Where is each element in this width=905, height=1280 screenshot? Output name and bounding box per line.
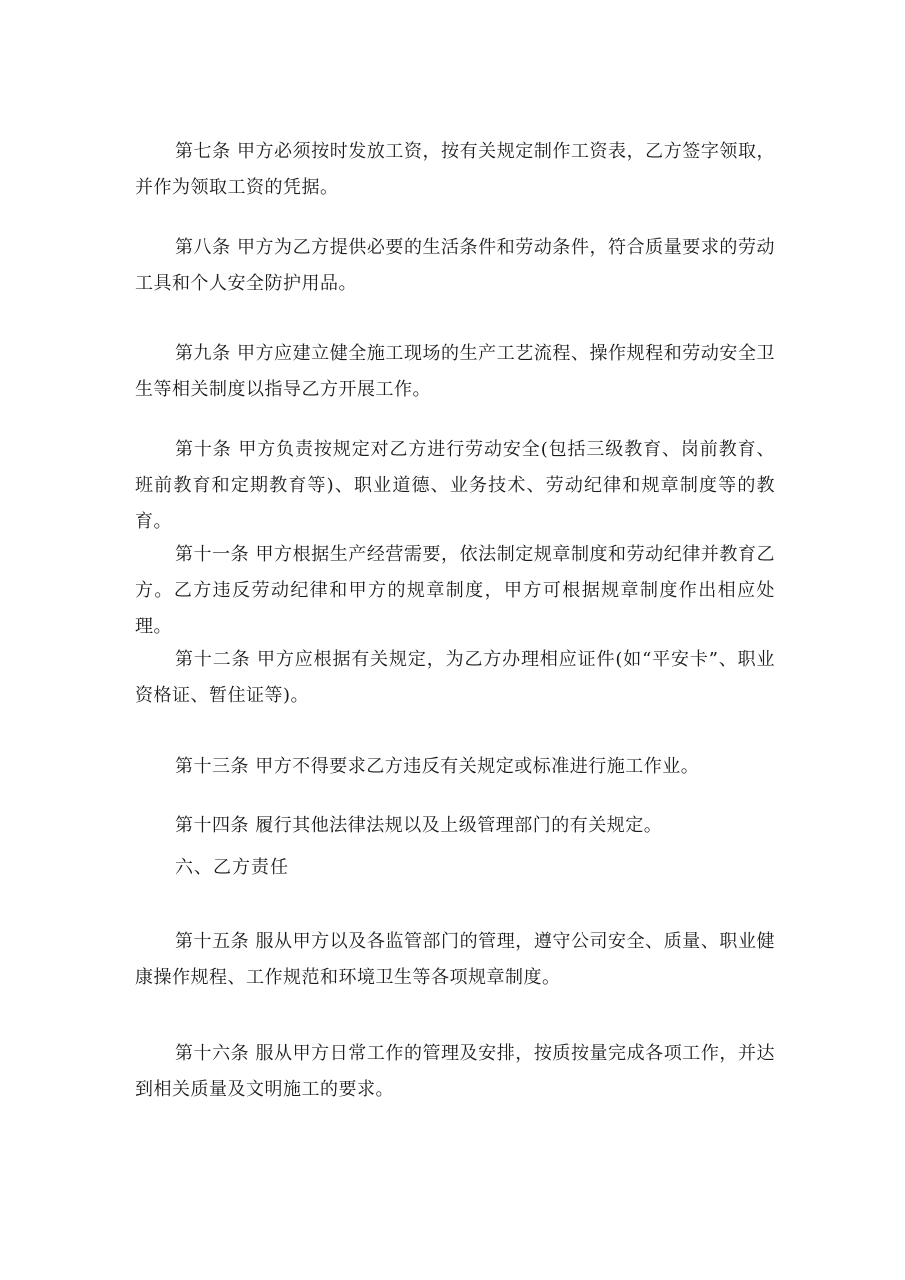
article-9-paragraph: 第九条 甲方应建立健全施工现场的生产工艺流程、操作规程和劳动安全卫生等相关制度以指导乙方开展工作。	[135, 343, 775, 400]
article-12-paragraph: 第十二条 甲方应根据有关规定，为乙方办理相应证件(如“平安卡”、职业资格证、暂住证等)。	[135, 649, 775, 706]
article-13-paragraph: 第十三条 甲方不得要求乙方违反有关规定或标准进行施工作业。	[175, 756, 700, 777]
section-heading: 六、乙方责任	[175, 857, 289, 878]
article-7-paragraph: 第七条 甲方必须按时发放工资，按有关规定制作工资表，乙方签字领取，并作为领取工资的凭据。	[135, 141, 775, 198]
article-11-paragraph: 第十一条 甲方根据生产经营需要，依法制定规章制度和劳动纪律并教育乙方。乙方违反劳动纪律和甲方的规章制度，甲方可根据规章制度作出相应处理。	[135, 544, 775, 637]
article-8-paragraph: 第八条 甲方为乙方提供必要的生活条件和劳动条件，符合质量要求的劳动工具和个人安全防护用品。	[135, 237, 775, 294]
article-15-paragraph: 第十五条 服从甲方以及各监管部门的管理，遵守公司安全、质量、职业健康操作规程、工作规范和环境卫生等各项规章制度。	[135, 931, 775, 988]
article-10-paragraph: 第十条 甲方负责按规定对乙方进行劳动安全(包括三级教育、岗前教育、班前教育和定期教育等)、职业道德、业务技术、劳动纪律和规章制度等的教育。	[135, 439, 775, 532]
article-14-paragraph: 第十四条 履行其他法律法规以及上级管理部门的有关规定。	[175, 815, 663, 836]
article-16-paragraph: 第十六条 服从甲方日常工作的管理及安排，按质按量完成各项工作，并达到相关质量及文明施工的要求。	[135, 1043, 775, 1100]
